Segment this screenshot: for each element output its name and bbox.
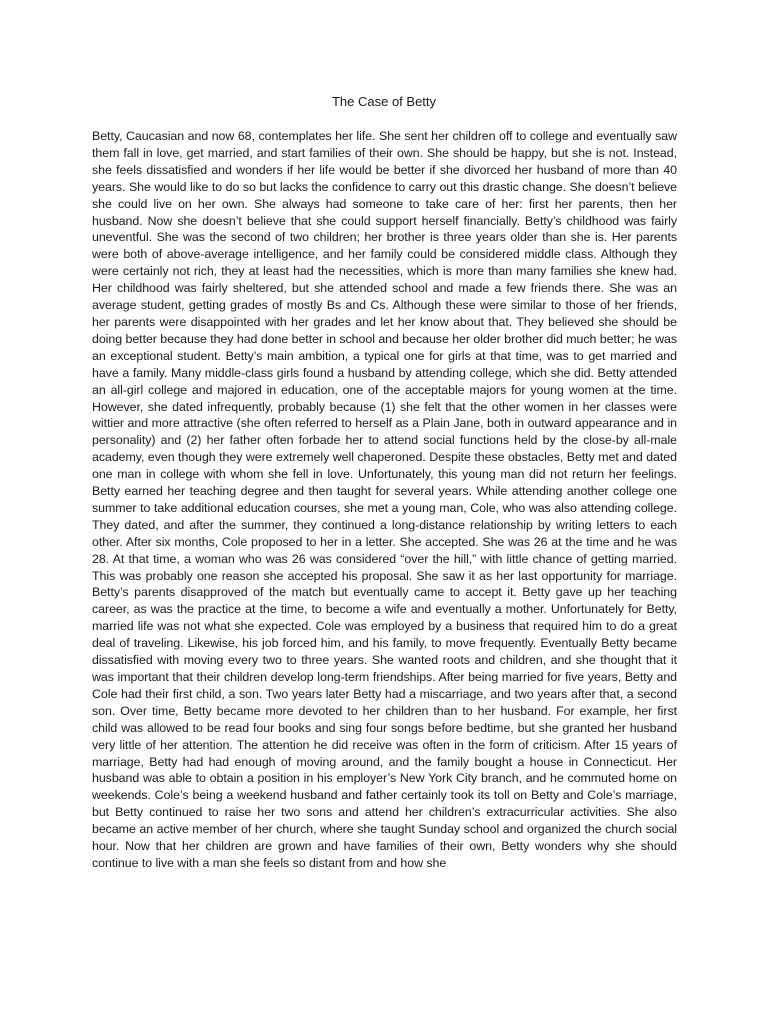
document-title: The Case of Betty <box>331 94 437 109</box>
document-body-paragraph: Betty, Caucasian and now 68, contemplates her life. She sent her children off to college and eventually saw them fall in love, get married, and start families of their own. She should be happy, but she is not. Instead, she feels dissatisfied and wonders if her life would be better if she divorced her husband of more than 40 years. She would like to do so but lacks the confidence to carry out this drastic change. She doesn’t believe she could live on her own. She always had someone to take care of her: first her parents, then her husband. Now she doesn’t believe that she could support herself financially. Betty’s childhood was fairly uneventful. She was the second of two children; her brother is three years older than she is. Her parents were both of above-average intelligence, and her family could be considered middle class. Although they were certainly not rich, they at least had the necessities, which is more than many families she knew had. Her childhood was fairly sheltered, but she attended school and made a few friends there. She was an average student, getting grades of mostly Bs and Cs. Although these were similar to those of her friends, her parents were disappointed with her grades and let her know about that. They believed she should be doing better because they had done better in school and because her older brother did much better; he was an exceptional student. Betty’s main ambition, a typical one for girls at that time, was to get married and have a family. Many middle-class girls found a husband by attending college, which she did. Betty attended an all-girl college and majored in education, one of the acceptable majors for young women at the time. However, she dated infrequently, probably because (1) she felt that the other women in her classes were wittier and more attractive (she often referred to herself as a Plain Jane, both in outward appearance and in personality) and (2) her father often forbade her to attend social functions held by the close-by all-male academy, even though they were extremely well chaperoned. Despite these obstacles, Betty met and dated one man in college with whom she fell in love. Unfortunately, this young man did not return her feelings. Betty earned her teaching degree and then taught for several years. While attending another college one summer to take additional education courses, she met a young man, Cole, who was also attending college. They dated, and after the summer, they continued a long-distance relationship by writing letters to each other. After six months, Cole proposed to her in a letter. She accepted. She was 26 at the time and he was 28. At that time, a woman who was 26 was considered “over the hill,” with little chance of getting married. This was probably one reason she accepted his proposal. She saw it as her last opportunity for marriage. Betty’s parents disapproved of the match but eventually came to accept it. Betty gave up her teaching career, as was the practice at the time, to become a wife and eventually a mother. Unfortunately for Betty, married life was not what she expected. Cole was employed by a business that required him to do a great deal of traveling. Likewise, his job forced him, and his family, to move frequently. Eventually Betty became dissatisfied with moving every two to three years. She wanted roots and children, and she thought that it was important that their children develop long-term friendships. After being married for five years, Betty and Cole had their first child, a son. Two years later Betty had a miscarriage, and two years after that, a second son. Over time, Betty became more devoted to her children than to her husband. For example, her first child was allowed to be read four books and sing four songs before bedtime, but she granted her husband very little of her attention. The attention he did receive was often in the form of criticism. After 15 years of marriage, Betty had had enough of moving around, and the family bought a house in Connecticut. Her husband was able to obtain a position in his employer’s New York City branch, and he commuted home on weekends. Cole’s being a weekend husband and father certainly took its toll on Betty and Cole’s marriage, but Betty continued to raise her two sons and attend her children’s extracurricular activities. She also became an active member of her church, where she taught Sunday school and organized the church social hour. Now that her children are grown and have families of their own, Betty wonders why she should continue to live with a man she feels so distant from and how she <box>92 129 677 870</box>
